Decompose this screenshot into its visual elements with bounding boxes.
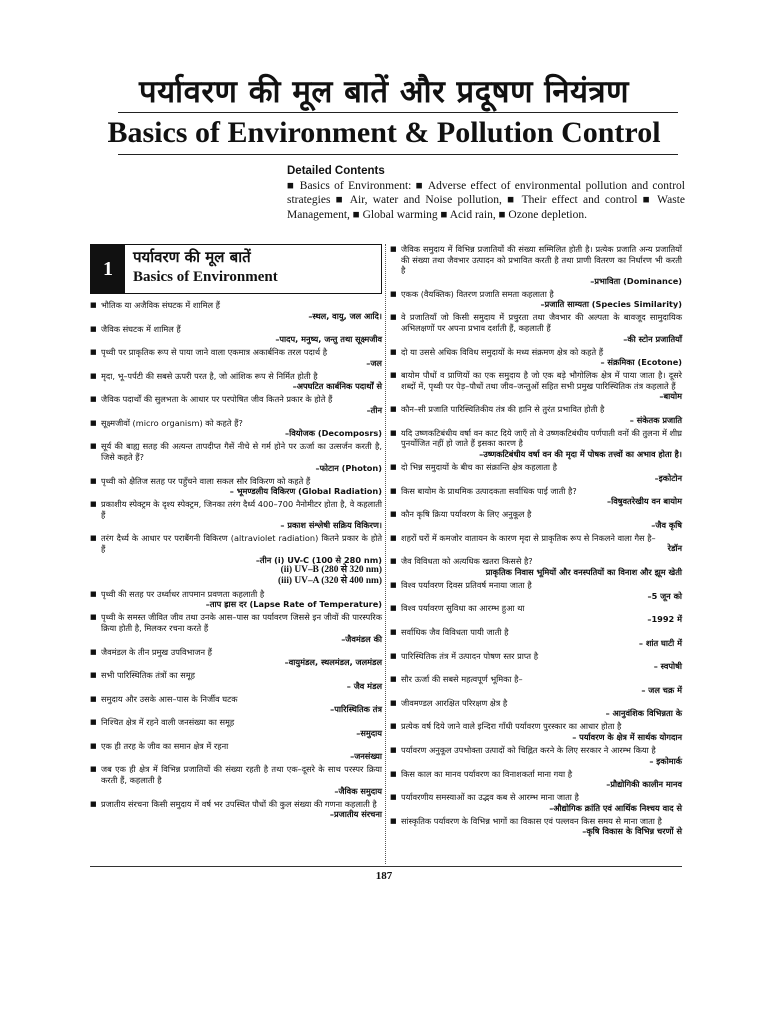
question-text: ■ जैविक समुदाय में विभिन्न प्रजातियों की संख्या सम्मिलित होती है। प्रत्येक प्रजाति अन्य प्रजातियों की संख्या तथा जैवभार उत्पादन को प्रभावित करती है तथा प्राणी वितरण का निर्धारण भी करती है — [401, 244, 682, 276]
list-item — [90, 799, 382, 820]
answer-text: – स्वपोषी — [653, 661, 682, 672]
question-text: ■ एक ही तरह के जीव का समान क्षेत्र में रहना — [101, 740, 229, 751]
answer-text: –पारिस्थितिक तंत्र — [330, 704, 382, 715]
question-text: ■ प्रजातीय संरचना किसी समुदाय में वर्ष भर उपस्थित पौधों की कुल संख्या की गणना कहलाती है — [101, 798, 377, 809]
answer-text: –समुदाय — [356, 727, 382, 738]
list-item — [390, 462, 682, 483]
question-text: ■ पृथ्वी की सतह पर उर्ध्वाधर तापमान प्रवणता कहलाती है — [101, 588, 265, 599]
contents-body: ■ Basics of Environment: ■ Adverse effect of environmental pollution and control strategies ■ Air, water and Noise pollution, ■ Their effect and control ■ Waste Management, ■ Global warming ■ Acid rain, ■ Ozone depletion. — [287, 180, 685, 221]
question-text: ■ सांस्कृतिक पर्यावरण के विभिन्न भागों का विकास एवं पल्लवन किस समय से माना जाता है — [401, 815, 662, 826]
chapter-box — [90, 244, 382, 294]
answer-text: –वायुमंडल, स्थलमंडल, जलमंडल — [284, 657, 382, 668]
question-text: ■ पृथ्वी पर प्राकृतिक रूप से पाया जाने वाला एकमात्र अकार्बनिक तरल पदार्थ है — [101, 347, 328, 358]
list-item — [390, 289, 682, 310]
list-item — [390, 509, 682, 530]
question-text: ■ कौन कृषि क्रिया पर्यावरण के लिए अनुकूल है — [401, 509, 532, 520]
list-item — [90, 300, 382, 321]
list-item — [90, 589, 382, 610]
question-text: ■ मृदा, भू–पर्पटी की सबसे ऊपरी परत है, जो आंशिक रूप से निर्मित होती है — [101, 370, 318, 381]
answer-text: –वियोजक (Decomposrs) — [285, 428, 382, 439]
list-item — [90, 394, 382, 415]
answer-text: – शांत घाटी में — [638, 637, 682, 648]
list-item — [390, 428, 682, 460]
list-item — [390, 603, 682, 624]
question-text: ■ विश्व पर्यावरण सुविधा का आरम्भ हुआ था — [401, 603, 525, 614]
answer-text: –फोटान (Photon) — [315, 462, 382, 473]
contents-heading: Detailed Contents — [287, 165, 385, 177]
question-text: ■ प्रकाशीय स्पेक्ट्रम के दृश्य स्पेक्ट्रम, जिनका तरंग दैर्ध्य 400–700 नैनोमीटर होता है, वे कहलाती हैं — [101, 499, 382, 520]
answer-text: – भूमण्डलीय विकिरण (Global Radiation) — [229, 486, 382, 497]
answer-text: –औद्योगिक क्रांति एवं आर्थिक निश्चय वाद से — [549, 802, 682, 813]
answer-text: –की स्टोन प्रजातियाँ — [623, 333, 682, 344]
list-item — [90, 764, 382, 796]
list-item — [90, 499, 382, 531]
answer-text: –प्रजातीय संरचना — [329, 809, 382, 820]
question-text: ■ भौतिक या अजैविक संघटक में शामिल हैं — [101, 300, 221, 310]
question-text: ■ पृथ्वी के समस्त जीवित जीव तथा उनके आस–पास का पर्यावरण जिससे इन जीवों की पारस्परिक क्रिया होती है, मिलकर रचना करते हैं — [101, 612, 382, 633]
page-title-hindi: पर्यावरण की मूल बातें और प्रदूषण नियंत्रण — [138, 74, 630, 110]
list-item — [390, 580, 682, 601]
list-item — [390, 651, 682, 672]
answer-text-extra: (ii) UV–B (280 से 320 nm) — [280, 565, 382, 576]
list-item — [90, 647, 382, 668]
question-text: ■ विश्व पर्यावरण दिवस प्रतिवर्ष मनाया जाता है — [401, 579, 532, 590]
question-text: ■ बायोम पौधों व प्राणियों का एक समुदाय है जो एक बड़े भौगोलिक क्षेत्र में पाया जाता है। दूसरे शब्दों में, पृथ्वी पर पेड़–पौधों तथा जीव–जन्तुओं सहित सभी प्रमुख पारिस्थितिक तंत्र कहलाते हैं — [401, 370, 682, 391]
list-item — [90, 476, 382, 497]
list-item — [90, 371, 382, 392]
answer-text: –इकोटोन — [654, 472, 682, 483]
answer-text: –1992 में — [647, 614, 682, 625]
list-item — [390, 404, 682, 425]
question-text: ■ एकक (वैयक्तिक) वितरण प्रजाति समता कहलाता है — [401, 288, 554, 299]
answer-text: – संकेतक प्रजाति — [629, 414, 682, 425]
question-text: ■ जैविक पदार्थों की सुलभता के आधार पर परपोषित जीव कितने प्रकार के होते हैं — [101, 394, 333, 405]
list-item — [390, 769, 682, 790]
list-item — [390, 674, 682, 695]
list-item — [90, 694, 382, 715]
question-text: ■ सूर्य की बाह्य सतह की अत्यन्त तापदीप्त गैसें नीचे से गर्म होने पर ऊर्जा का उत्सर्जन करती है, जिसे कहते हैं? — [101, 441, 382, 463]
question-text: ■ समुदाय और उसके आस–पास के निर्जीव घटक — [101, 693, 238, 704]
answer-text: –ताप ह्रास दर (Lapse Rate of Temperature) — [205, 599, 382, 610]
answer-text: –कृषि विकास के विभिन्न चरणों से — [582, 826, 682, 837]
list-item — [90, 533, 382, 586]
chapter-title-english: Basics of Environment — [133, 269, 278, 285]
question-text: ■ पृथ्वी को क्षैतिज सतह पर पहुँचने वाला सकल सौर विकिरण को कहते हैं — [101, 475, 311, 486]
chapter-number: 1 — [91, 245, 125, 293]
question-text: ■ सभी पारिस्थितिक तंत्रों का समूह — [101, 670, 196, 681]
list-item — [90, 670, 382, 691]
list-item — [90, 741, 382, 762]
question-text: ■ सौर ऊर्जा की सबसे महत्वपूर्ण भूमिका है– — [401, 674, 523, 685]
title-underline — [118, 154, 678, 155]
list-item — [390, 486, 682, 507]
answer-text: –प्रजाति साम्यता (Species Similarity) — [540, 299, 682, 310]
question-text: ■ किस बायोम के प्राथमिक उत्पादकता सर्वाधिक पाई जाती है? — [401, 485, 577, 496]
question-text: ■ पर्यावरण अनुकूल उपभोक्ता उत्पादों को चिह्नित करने के लिए सरकार ने आरम्भ किया है — [401, 744, 656, 755]
list-item — [390, 816, 682, 837]
question-text: ■ सर्वाधिक जैव विविधता पायी जाती है — [401, 627, 509, 638]
question-text: ■ दो या उससे अधिक विविध समुदायों के मध्य संक्रमण क्षेत्र को कहते हैं — [401, 346, 604, 357]
answer-text: – प्रकाश संश्लेषी सक्रिय विकिरण। — [280, 520, 382, 531]
answer-text: – संक्रमिका (Ecotone) — [600, 357, 682, 368]
question-text: ■ जब एक ही क्षेत्र में विभिन्न प्रजातियों की संख्या रहती है तथा एक–दूसरे के साथ परस्पर क्रिया करती हैं, कहलाती है — [101, 764, 382, 785]
right-column — [390, 244, 682, 839]
answer-text: – आनुवंशिक विभिन्नता के — [605, 708, 682, 719]
answer-text: – जैव मंडल — [346, 680, 382, 691]
list-item — [390, 745, 682, 766]
list-item — [390, 698, 682, 719]
answer-text: – जल चक्र में — [641, 684, 682, 695]
title-divider — [118, 112, 678, 113]
list-item — [390, 533, 682, 554]
answer-text: –तीन (i) UV-C (100 से 280 nm) — [255, 554, 382, 565]
list-item — [90, 347, 382, 368]
footer-rule — [90, 866, 682, 867]
answer-text: –जनसंख्या — [350, 751, 382, 762]
answer-text: –अपघटित कार्बनिक पदार्थों से — [292, 381, 382, 392]
question-text: ■ यदि उष्णकटिबंधीय वर्षा वन काट दिये जाएँ तो वे उष्णकटिबंधीय पर्णपाती वनों की तुलना में शीघ्र पुनर्योजित नहीं हो जाते हैं इसका कारण है — [401, 427, 682, 449]
answer-text: –प्रभाविता (Dominance) — [590, 275, 682, 286]
list-item — [390, 244, 682, 286]
question-text: ■ किस काल का मानव पर्यावरण का विनाशकर्ता माना गया है — [401, 768, 573, 779]
list-item — [390, 792, 682, 813]
list-item — [90, 612, 382, 644]
list-item — [90, 418, 382, 439]
answer-text: –उष्णकटिबंधीय वर्षा वन की मृदा में पोषक तत्त्वों का अभाव होता है। — [479, 449, 682, 460]
question-text: ■ जैव विविधता को अत्यधिक खतरा किससे है? — [401, 556, 533, 567]
answer-text: –पादप, मनुष्य, जन्तु तथा सूक्ष्मजीव — [275, 334, 382, 345]
answer-text: –प्रौद्योगिकी कालीन मानव — [606, 779, 682, 790]
answer-text: प्राकृतिक निवास भूमियों और वनस्पतियों का विनाश और झूम खेती — [485, 566, 682, 577]
page-title-english: Basics of Environment & Pollution Control — [107, 116, 661, 149]
question-text: ■ जैवमंडल के तीन प्रमुख उपविभाजन हैं — [101, 646, 212, 657]
answer-text: – इकोमार्क — [649, 755, 682, 766]
list-item — [390, 370, 682, 402]
question-text: ■ पारिस्थितिक तंत्र में उत्पादन पोषण स्तर प्राप्त है — [401, 650, 539, 661]
list-item — [390, 721, 682, 742]
answer-text: रेडॉन — [667, 543, 682, 554]
list-item — [390, 627, 682, 648]
list-item — [90, 441, 382, 473]
question-text: ■ कौन–सी प्रजाति पारिस्थितिकीय तंत्र की हानि से तुरंत प्रभावित होती है — [401, 404, 605, 415]
answer-text: –बायोम — [659, 391, 682, 402]
list-item — [390, 347, 682, 368]
chapter-title-hindi: पर्यावरण की मूल बातें — [133, 248, 251, 266]
page-number: 187 — [375, 870, 393, 882]
answer-text-extra: (iii) UV–A (320 से 400 nm) — [278, 575, 382, 586]
list-item — [90, 324, 382, 345]
list-item — [390, 556, 682, 577]
left-column — [90, 244, 382, 822]
question-text: ■ शहरों घरों में कमजोर वातायन के कारण मृदा से प्राकृतिक रूप से निकलने वाला गैस है– — [401, 532, 656, 543]
question-text: ■ निश्चित क्षेत्र में रहने वाली जनसंख्या का समूह — [101, 717, 235, 728]
answer-text: –जैव कृषि — [651, 519, 682, 530]
answer-text: –विषुवतरेखीय वन बायोम — [607, 496, 682, 507]
question-text: ■ वे प्रजातियाँ जो किसी समुदाय में प्रचुरता तथा जैवभार की अल्पता के बावजूद सामुदायिक अभिलक्षणों पर अपना प्रभाव दर्शाती हैं, कहलाती हैं — [401, 312, 682, 333]
column-divider — [385, 244, 386, 864]
answer-text: – पर्यावरण के क्षेत्र में सार्थक योगदान — [572, 731, 682, 742]
question-text: ■ तरंग दैर्ध्य के आधार पर पराबैंगनी विकिरण (altraviolet radiation) कितने प्रकार के होते हैं — [101, 533, 382, 554]
question-text: ■ पर्यावरणीय समस्याओं का उद्भव कब से आरम्भ माना जाता है — [401, 792, 579, 803]
question-text: ■ प्रत्येक वर्ष दिये जाने वाले इन्दिरा गाँधी पर्यावरण पुरस्कार का आधार होता है — [401, 721, 622, 732]
list-item — [390, 312, 682, 344]
answer-text: –जैवमंडल की — [341, 633, 382, 644]
answer-text: –जल — [366, 357, 382, 368]
answer-text: –तीन — [366, 404, 382, 415]
question-text: ■ जीवमण्डल आरक्षित परिरक्षण क्षेत्र है — [401, 697, 508, 708]
answer-text: –स्थल, वायु, जल आदि। — [308, 310, 382, 321]
detailed-contents — [287, 164, 685, 222]
question-text: ■ सूक्ष्मजीवों (micro organism) को कहते हैं? — [101, 417, 243, 428]
answer-text: –जैविक समुदाय — [334, 785, 382, 796]
question-text: ■ दो भिन्न समुदायों के बीच का संक्रान्ति क्षेत्र कहलाता है — [401, 462, 557, 473]
answer-text: –5 जून को — [647, 590, 682, 601]
list-item — [90, 717, 382, 738]
question-text: ■ जैविक संघटक में शामिल हैं — [101, 323, 181, 334]
